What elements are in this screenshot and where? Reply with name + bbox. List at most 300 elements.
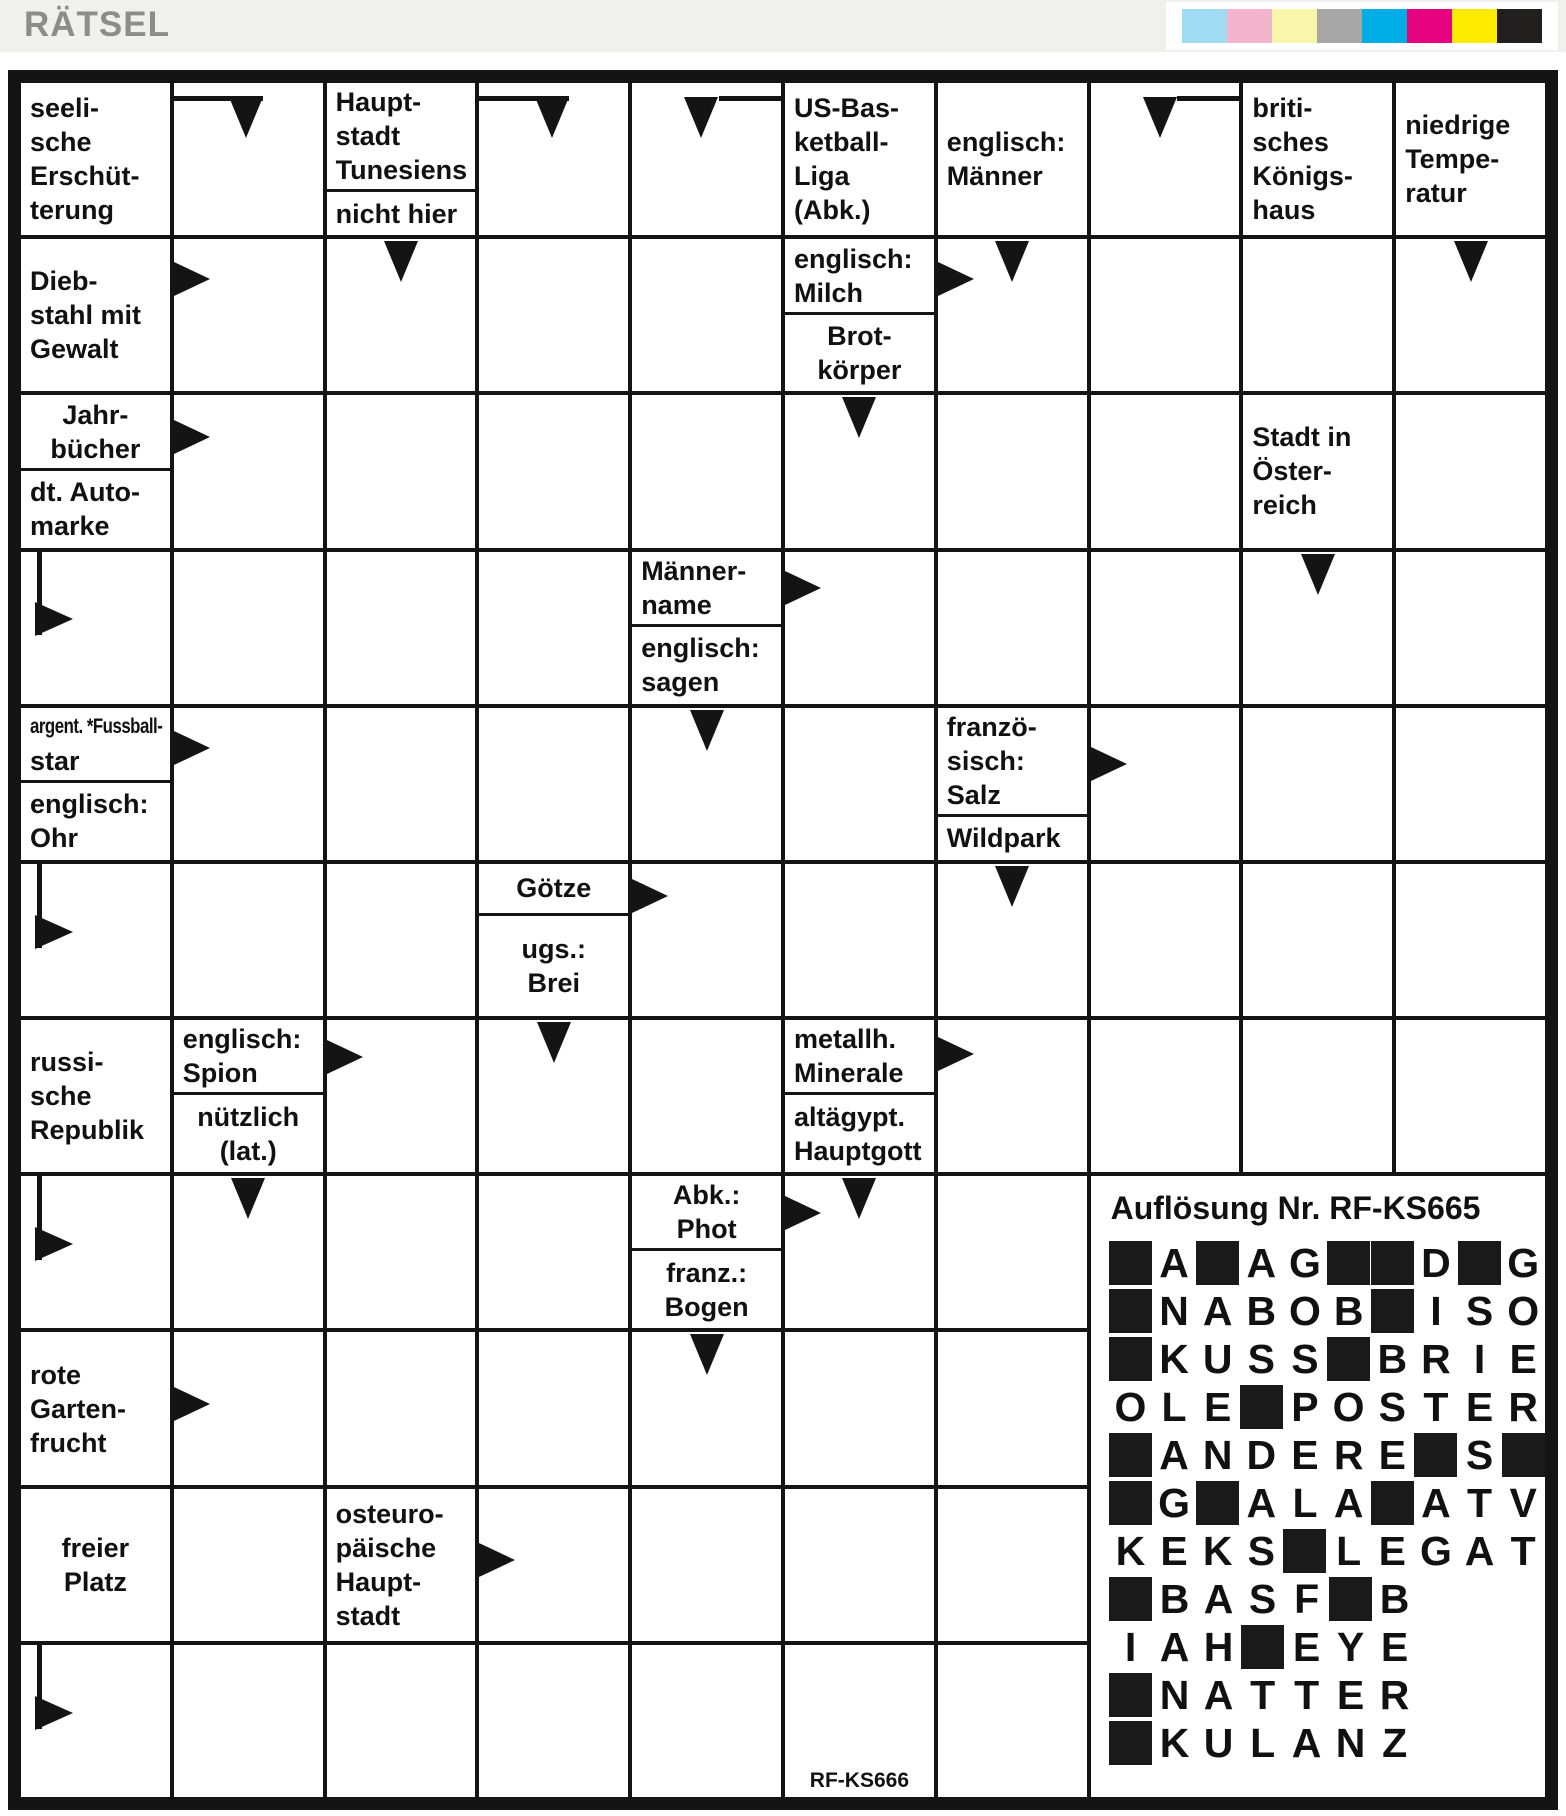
black-square [1196,1241,1239,1285]
clue-line: Brei [527,967,581,998]
divided-clue-cell [21,395,170,547]
answer-cell-r9c6[interactable] [783,1330,936,1486]
answer-cell-r6c7[interactable] [936,862,1089,1018]
solution-letter-cell: R [1379,1672,1410,1719]
solution-letter-cell: T [1250,1672,1276,1719]
answer-cell-r6c8[interactable] [1089,862,1242,1018]
answer-cell-r4c10[interactable] [1394,550,1547,706]
answer-cell-r4c6[interactable] [783,550,936,706]
answer-cell-r6c10[interactable] [1394,862,1547,1018]
solution-row [1109,1623,1545,1671]
clue-line: nützlich [197,1101,300,1132]
answer-cell-r2c9[interactable] [1241,237,1394,393]
clue-cell-r10c1 [19,1487,172,1643]
arrow-bend-line [719,96,782,101]
solution-block-cell [1109,1479,1153,1527]
answer-cell-r9c2[interactable] [172,1330,325,1486]
solution-letter-cell: N [1159,1672,1190,1719]
arrow-bend-down-icon [535,97,569,138]
answer-cell-r11c5[interactable] [630,1643,783,1799]
answer-cell-r4c4[interactable] [477,550,630,706]
clue-line: Öster- [1252,456,1332,487]
clue-line: ratur [1405,178,1467,209]
clue-line: sches [1252,127,1329,158]
clue-text-r1c3-bottom [327,192,476,235]
answer-cell-r6c9[interactable] [1241,862,1394,1018]
color-swatch [1272,9,1317,43]
clue-cell-r7c6 [783,1018,936,1174]
answer-cell-r5c9[interactable] [1241,706,1394,862]
solution-block-cell [1109,1335,1153,1383]
clue-line: englisch: [182,1024,302,1055]
solution-letter-cell: E [1160,1528,1188,1575]
divided-clue-cell [785,239,934,391]
answer-cell-r4c9[interactable] [1241,550,1394,706]
solution-letter-cell: E [1380,1624,1409,1671]
clue-line: star [30,745,80,776]
clue-line: Männer- [641,555,747,586]
answer-cell-r11c7[interactable] [936,1643,1089,1799]
answer-cell-r7c4[interactable] [477,1018,630,1174]
answer-cell-r3c3[interactable] [325,393,478,549]
clue-text-r2c6-bottom [785,315,934,391]
solution-letter-cell: T [1294,1672,1320,1719]
solution-letter-cell: O [1114,1384,1147,1431]
solution-letter-cell: T [1467,1480,1493,1527]
answer-cell-r1c5[interactable] [630,81,783,237]
clue-text-r8c5-top [632,1176,781,1248]
solution-letter-cell: N [1202,1432,1233,1479]
answer-cell-r3c2[interactable] [172,393,325,549]
answer-cell-r7c7[interactable] [936,1018,1089,1174]
solution-row [1109,1575,1545,1623]
solution-letter-cell: R [1421,1336,1451,1383]
arrow-right-icon [938,1037,974,1071]
clue-line: US-Bas- [794,93,900,124]
clue-line: ugs.: [521,933,587,964]
clue-line: englisch: [30,789,149,820]
clue-cell-r9c1 [19,1330,172,1486]
answer-cell-r3c4[interactable] [477,393,630,549]
solution-letter-cell: D [1421,1240,1451,1287]
answer-cell-r6c6[interactable] [783,862,936,1018]
answer-cell-r9c7[interactable] [936,1330,1089,1486]
answer-cell-r6c1[interactable] [19,862,172,1018]
answer-cell-r10c2[interactable] [172,1487,325,1643]
answer-cell-r5c4[interactable] [477,706,630,862]
clue-cell-r3c9 [1241,393,1394,549]
arrow-down-icon [690,710,724,751]
clue-line: Erschüt- [30,161,140,192]
solution-row [1109,1287,1545,1335]
arrow-bend-line [1177,96,1239,101]
clue-text-r5c7-top [938,708,1087,814]
solution-letter-cell: K [1159,1336,1189,1383]
answer-cell-r5c5[interactable] [630,706,783,862]
answer-cell-r2c2[interactable] [172,237,325,393]
answer-cell-r2c5[interactable] [630,237,783,393]
black-square [1109,1241,1152,1285]
answer-cell-r3c7[interactable] [936,393,1089,549]
black-square [1109,1721,1152,1765]
solution-block-cell [1196,1479,1240,1527]
answer-cell-r9c4[interactable] [477,1330,630,1486]
black-square [1327,1337,1370,1381]
clue-part-top [785,239,934,315]
clue-text-r7c1 [21,1020,170,1172]
solution-letter-cell: I [1124,1624,1137,1671]
arrow-bend-right-icon [35,602,73,636]
arrow-right-icon [1091,747,1127,781]
arrow-right-icon [479,1543,515,1577]
answer-cell-r5c8[interactable] [1089,706,1242,862]
clue-part-bottom [21,783,170,860]
answer-cell-r4c3[interactable] [325,550,478,706]
clue-line: Jahr- [62,399,129,430]
clue-line: Brot- [827,321,892,352]
clue-text-r3c1-top [21,395,170,468]
clue-line: briti- [1252,93,1313,124]
answer-cell-r7c8[interactable] [1089,1018,1242,1174]
solution-letter-cell: L [1336,1528,1362,1575]
answer-cell-r8c1[interactable] [19,1174,172,1330]
clue-line: englisch: [794,243,913,274]
arrow-bend-right-icon [35,1696,73,1730]
answer-cell-r5c2[interactable] [172,706,325,862]
answer-cell-r2c8[interactable] [1089,237,1242,393]
clue-line: franz.: [666,1257,748,1288]
solution-letter-cell: O [1289,1288,1321,1335]
solution-row [1109,1527,1545,1575]
answer-cell-r2c3[interactable] [325,237,478,393]
clue-part-bottom [785,315,934,391]
solution-letter-cell: I [1430,1288,1442,1335]
clue-line: nicht hier [335,198,458,229]
clue-part-top [632,552,781,627]
solution-letter-cell: A [1246,1480,1277,1527]
answer-cell-r1c2[interactable] [172,81,325,237]
clue-part-bottom [21,471,170,547]
black-square [1458,1241,1501,1285]
answer-cell-r10c4[interactable] [477,1487,630,1643]
black-square [1371,1289,1414,1333]
clue-line: marke [30,511,110,542]
arrow-down-icon [231,1178,265,1219]
solution-letter-cell: A [1159,1240,1189,1287]
solution-block-cell [1283,1527,1327,1575]
solution-block-cell [1109,1239,1153,1287]
answer-cell-r6c5[interactable] [630,862,783,1018]
clue-line: Bogen [664,1291,749,1322]
color-swatch [1182,9,1227,43]
clue-cell-r2c6 [783,237,936,393]
clue-part-bottom [632,627,781,704]
clue-text-r1c9 [1243,83,1392,235]
solution-box [1089,1174,1547,1799]
clue-cell-r5c1 [19,706,172,862]
clue-part-top [21,395,170,471]
solution-letter-cell: E [1336,1672,1365,1719]
clue-line: seeli- [30,93,100,124]
clue-line: sagen [641,667,720,698]
answer-cell-r8c6[interactable] [783,1174,936,1330]
solution-block-cell [1370,1287,1414,1335]
clue-line: Gewalt [30,334,119,365]
clue-text-r3c1-bottom [21,471,170,547]
black-square [1329,1577,1372,1621]
solution-letter-cell: S [1247,1336,1276,1383]
clue-line: Milch [794,277,864,308]
clue-text-r1c3-top [327,83,476,189]
clue-cell-r10c3 [325,1487,478,1643]
divided-clue-cell [632,552,781,704]
clue-line: terung [30,195,114,226]
clue-part-top [174,1020,323,1095]
clue-text-r5c1-top [21,708,170,780]
color-swatch [1362,9,1407,43]
clue-line: metallh. [794,1024,897,1055]
answer-cell-r6c3[interactable] [325,862,478,1018]
solution-letter-cell: U [1202,1336,1233,1383]
solution-block-cell [1109,1671,1153,1719]
solution-letter-cell: B [1333,1288,1364,1335]
black-square [1414,1433,1457,1477]
solution-letter-cell: A [1202,1288,1233,1335]
answer-cell-r6c2[interactable] [172,862,325,1018]
solution-letter-cell: O [1332,1384,1365,1431]
clue-line: argent. *Fussball- [30,714,163,738]
clue-cell-r1c9 [1241,81,1394,237]
arrow-down-icon [1454,241,1488,282]
answer-cell-r11c2[interactable] [172,1643,325,1799]
arrow-down-icon [842,397,876,438]
clue-part-bottom [479,916,628,1016]
divided-clue-cell [632,1176,781,1328]
clue-part-top [938,708,1087,817]
answer-cell-r2c10[interactable] [1394,237,1547,393]
solution-letter-cell: I [1473,1336,1486,1383]
answer-cell-r3c8[interactable] [1089,393,1242,549]
solution-letter-cell: K [1115,1528,1146,1575]
answer-cell-r3c10[interactable] [1394,393,1547,549]
clue-line: frucht [30,1427,107,1458]
solution-letter-cell: B [1379,1576,1410,1623]
clue-text-r1c7 [938,83,1087,235]
crossword-grid [8,70,1558,1810]
black-square [1371,1241,1414,1285]
clue-line: bücher [50,433,141,464]
answer-cell-r7c10[interactable] [1394,1018,1547,1174]
answer-cell-r11c3[interactable] [325,1643,478,1799]
solution-heading: Auflösung Nr. RF-KS665 [1110,1190,1481,1227]
clue-text-r1c6 [785,83,934,235]
solution-letter-cell: B [1246,1288,1277,1335]
clue-line: körper [817,355,902,386]
black-square [1371,1481,1414,1525]
solution-letter-cell: S [1465,1432,1494,1479]
black-square [1502,1433,1545,1477]
clue-text-r3c9 [1243,395,1392,547]
color-swatch [1497,9,1542,43]
clue-line: (Abk.) [794,195,871,226]
answer-cell-r7c9[interactable] [1241,1018,1394,1174]
solution-letter-cell: L [1250,1720,1276,1767]
clue-part-top [785,1020,934,1095]
clue-text-r2c1 [21,239,170,391]
answer-cell-r5c6[interactable] [783,706,936,862]
answer-cell-r10c6[interactable] [783,1487,936,1643]
solution-letter-cell: B [1159,1576,1190,1623]
answer-cell-r4c8[interactable] [1089,550,1242,706]
clue-part-top [327,83,476,192]
arrow-bend-right-icon [35,915,73,949]
solution-block-cell [1370,1239,1414,1287]
solution-block-cell [1109,1431,1153,1479]
answer-cell-r8c7[interactable] [936,1174,1089,1330]
solution-letter-cell: K [1202,1528,1233,1575]
clue-line: Tempe- [1405,144,1500,175]
arrow-down-icon [537,1022,571,1063]
clue-line: Haupt- [335,87,422,117]
solution-letter-cell: Y [1336,1624,1365,1671]
divided-clue-cell [21,708,170,860]
answer-cell-r1c4[interactable] [477,81,630,237]
solution-block-cell [1196,1239,1240,1287]
clue-cell-r1c1 [19,81,172,237]
answer-cell-r5c3[interactable] [325,706,478,862]
clue-part-bottom [174,1095,323,1172]
clue-line: päische [335,1532,437,1563]
answer-cell-r10c5[interactable] [630,1487,783,1643]
solution-block-cell [1414,1431,1458,1479]
color-swatch [1407,9,1452,43]
solution-letter-cell: T [1510,1528,1536,1575]
arrow-right-icon [938,262,974,296]
clue-line: englisch: [946,127,1066,158]
clue-cell-r1c3 [325,81,478,237]
answer-cell-r10c7[interactable] [936,1487,1089,1643]
solution-letter-cell: L [1292,1480,1318,1527]
solution-block-cell [1501,1431,1545,1479]
clue-text-r6c4-bottom [479,916,628,1016]
clue-part-bottom [632,1251,781,1328]
color-swatch [1227,9,1272,43]
solution-letter-cell: U [1203,1720,1234,1767]
answer-cell-r11c1[interactable] [19,1643,172,1799]
clue-line: ketball- [794,127,889,158]
arrow-down-icon [995,241,1029,282]
solution-letter-cell: S [1378,1384,1406,1431]
clue-text-r6c4-top [479,864,628,913]
clue-text-r4c5-bottom [632,627,781,704]
solution-letter-cell: Z [1382,1720,1408,1767]
clue-line: Garten- [30,1393,127,1424]
clue-line: niedrige [1405,110,1511,141]
solution-letter-cell: A [1203,1672,1234,1719]
color-swatch [1452,9,1497,43]
clue-cell-r5c7 [936,706,1089,862]
answer-cell-r5c10[interactable] [1394,706,1547,862]
answer-cell-r4c2[interactable] [172,550,325,706]
clue-line: altägypt. [794,1101,906,1132]
black-square [1241,1625,1284,1669]
answer-cell-r8c2[interactable] [172,1174,325,1330]
solution-letter-cell: R [1333,1432,1364,1479]
answer-cell-r9c3[interactable] [325,1330,478,1486]
clue-line: name [641,589,712,620]
arrow-right-icon [327,1040,363,1074]
black-square [1109,1337,1152,1381]
clue-line: osteuro- [335,1498,444,1529]
answer-cell-r7c5[interactable] [630,1018,783,1174]
answer-cell-r2c7[interactable] [936,237,1089,393]
answer-cell-r8c4[interactable] [477,1174,630,1330]
answer-cell-r3c5[interactable] [630,393,783,549]
clue-text-r4c5-top [632,552,781,624]
solution-letter-cell: N [1335,1720,1366,1767]
clue-line: Phot [676,1214,737,1245]
answer-cell-r8c3[interactable] [325,1174,478,1330]
solution-row [1109,1239,1545,1287]
clue-line: stadt [335,1600,401,1631]
solution-letter-cell: E [1378,1432,1406,1479]
clue-text-r8c5-bottom [632,1251,781,1328]
arrow-right-icon [785,571,821,605]
solution-block-cell [1240,1383,1284,1431]
clue-cell-r7c2 [172,1018,325,1174]
solution-letter-cell: R [1508,1384,1538,1431]
clue-text-r7c2-top [174,1020,323,1092]
solution-letter-cell: A [1159,1432,1189,1479]
arrow-down-icon [690,1334,724,1375]
divided-clue-cell [174,1020,323,1172]
arrow-down-icon [384,241,418,282]
clue-text-r9c1 [21,1332,170,1484]
clue-cell-r4c5 [630,550,783,706]
answer-cell-r1c8[interactable] [1089,81,1242,237]
arrow-bend-right-icon [35,1227,73,1261]
clue-line: (lat.) [219,1135,277,1166]
solution-letter-cell: N [1159,1288,1189,1335]
answer-cell-r9c5[interactable] [630,1330,783,1486]
arrow-right-icon [174,420,210,454]
masthead [0,0,1566,52]
clue-line: haus [1252,195,1316,226]
answer-cell-r7c3[interactable] [325,1018,478,1174]
answer-cell-r11c4[interactable] [477,1643,630,1799]
divided-clue-cell [327,83,476,235]
answer-cell-r4c1[interactable] [19,550,172,706]
clue-cell-r1c10 [1394,81,1547,237]
answer-cell-r11c6[interactable] [783,1643,936,1799]
answer-cell-r2c4[interactable] [477,237,630,393]
solution-block-cell [1109,1287,1153,1335]
solution-letter-cell: A [1333,1480,1364,1527]
answer-cell-r3c6[interactable] [783,393,936,549]
solution-letter-cell: L [1161,1384,1187,1431]
clue-cell-r6c4 [477,862,630,1018]
arrow-down-icon [842,1178,876,1219]
solution-block-cell [1327,1335,1371,1383]
clue-text-r5c1-bottom [21,783,170,860]
page-title: RÄTSEL [24,5,170,44]
answer-cell-r4c7[interactable] [936,550,1089,706]
black-square [1109,1673,1152,1717]
clue-line: Minerale [794,1058,904,1089]
black-square [1109,1481,1152,1525]
solution-letter-cell: D [1246,1432,1277,1479]
clue-line: stadt [335,121,401,151]
